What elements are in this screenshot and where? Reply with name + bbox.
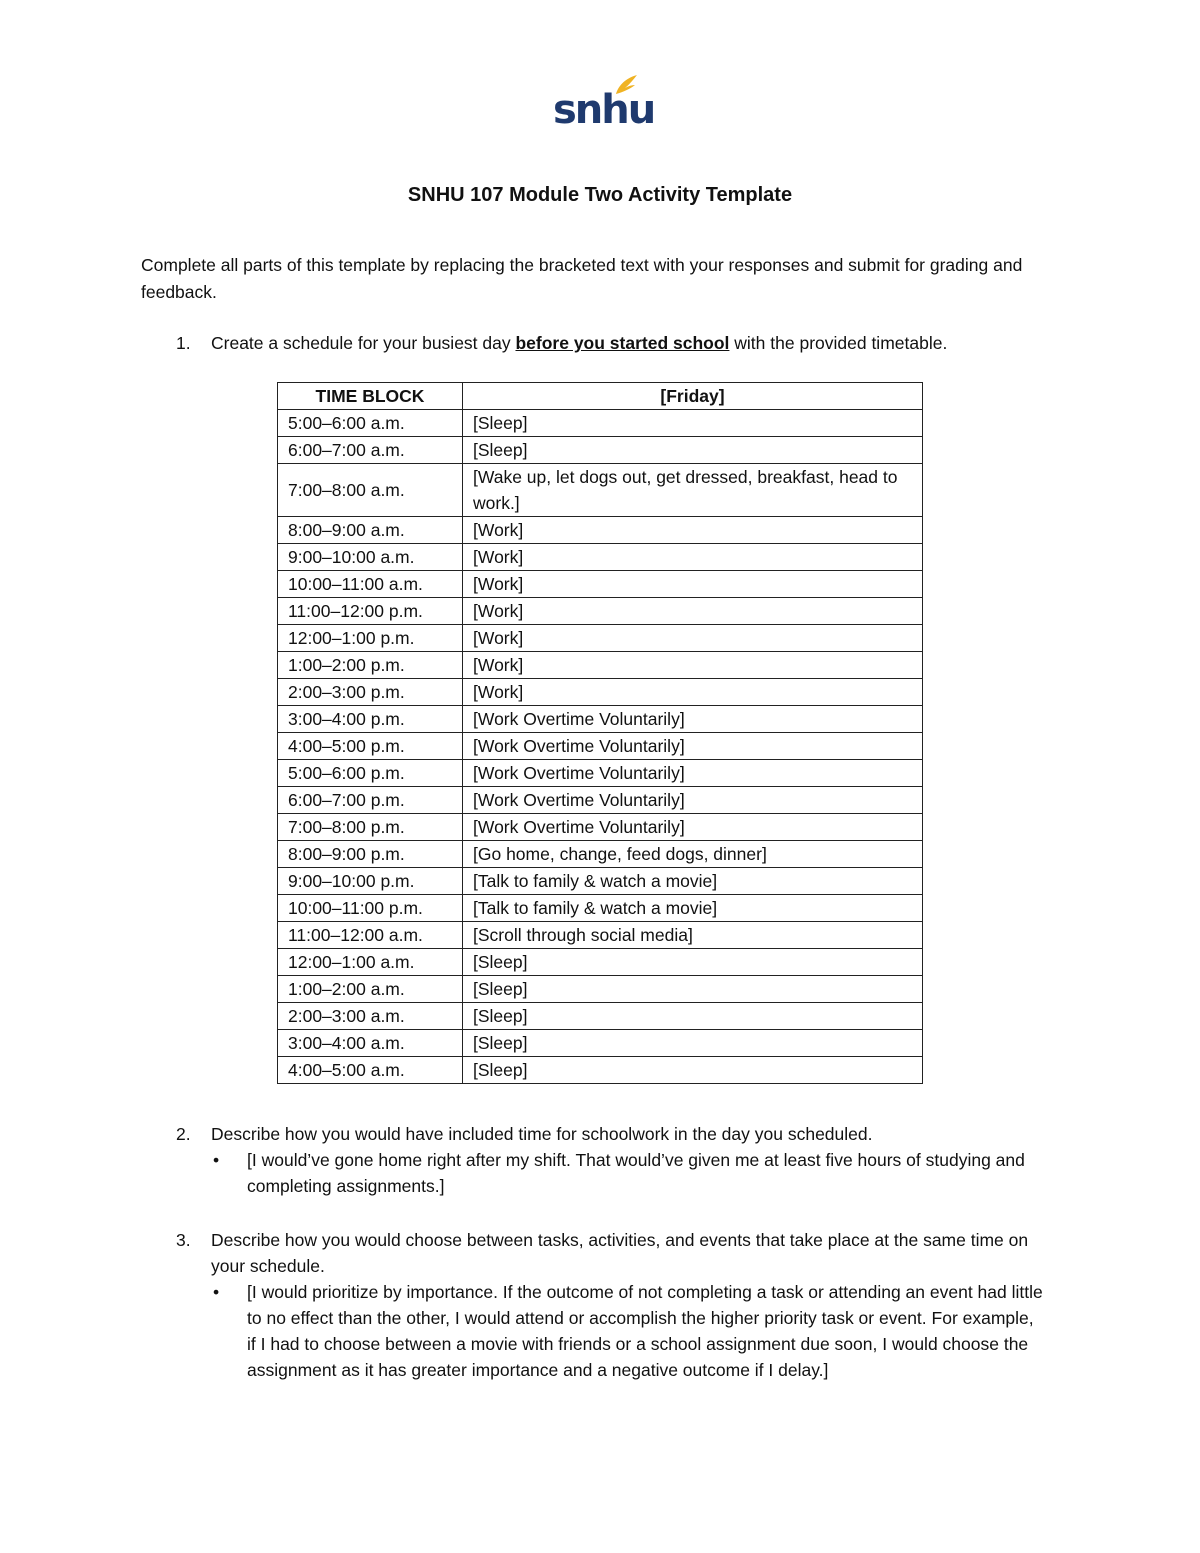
question-emphasis: before you started school [515, 333, 730, 353]
activity-cell: [Sleep] [463, 437, 923, 464]
time-block-cell: 7:00–8:00 p.m. [278, 814, 463, 841]
table-row [278, 598, 923, 625]
time-block-cell: 1:00–2:00 p.m. [278, 652, 463, 679]
time-block-cell: 5:00–6:00 p.m. [278, 760, 463, 787]
table-row [278, 625, 923, 652]
question-number: 1. [176, 333, 191, 353]
logo-text: snhu [553, 87, 655, 133]
time-block-cell: 3:00–4:00 a.m. [278, 1030, 463, 1057]
time-block-cell: 2:00–3:00 a.m. [278, 1003, 463, 1030]
schedule-body [278, 410, 923, 1084]
question-1 [141, 330, 1051, 356]
activity-cell: [Work Overtime Voluntarily] [463, 814, 923, 841]
activity-cell: [Work] [463, 679, 923, 706]
time-block-cell: 7:00–8:00 a.m. [278, 464, 463, 517]
question-text [211, 330, 1051, 356]
table-row [278, 733, 923, 760]
question-2 [141, 1121, 1051, 1199]
time-block-cell: 8:00–9:00 a.m. [278, 517, 463, 544]
bullet: • [213, 1150, 220, 1170]
activity-cell: [Work] [463, 598, 923, 625]
table-row [278, 544, 923, 571]
page-title: SNHU 107 Module Two Activity Template [407, 184, 793, 206]
activity-cell: [Talk to family & watch a movie] [463, 895, 923, 922]
answer-item [213, 1279, 1047, 1383]
time-block-cell: 1:00–2:00 a.m. [278, 976, 463, 1003]
schedule-table [277, 382, 923, 1084]
table-row [278, 410, 923, 437]
table-row [278, 571, 923, 598]
table-row [278, 814, 923, 841]
activity-cell: [Scroll through social media] [463, 922, 923, 949]
activity-cell: [Talk to family & watch a movie] [463, 868, 923, 895]
table-row [278, 1003, 923, 1030]
time-block-cell: 2:00–3:00 p.m. [278, 679, 463, 706]
answer-item [213, 1147, 1047, 1199]
time-block-cell: 6:00–7:00 a.m. [278, 437, 463, 464]
question-text-before: Create a schedule for your busiest day [211, 333, 516, 353]
table-row [278, 868, 923, 895]
activity-cell: [Work] [463, 544, 923, 571]
question-number: 3. [176, 1230, 191, 1250]
table-row [278, 787, 923, 814]
time-block-cell: 11:00–12:00 p.m. [278, 598, 463, 625]
table-row [278, 437, 923, 464]
time-block-cell: 4:00–5:00 a.m. [278, 1057, 463, 1084]
table-row [278, 679, 923, 706]
table-row [278, 652, 923, 679]
table-row [278, 841, 923, 868]
answer-text: [I would’ve gone home right after my shift. That would’ve given me at least five hours of studying and completing assignments.] [247, 1150, 1025, 1196]
table-header-time: TIME BLOCK [278, 383, 463, 410]
bullet: • [213, 1282, 220, 1302]
time-block-cell: 11:00–12:00 a.m. [278, 922, 463, 949]
time-block-cell: 6:00–7:00 p.m. [278, 787, 463, 814]
time-block-cell: 9:00–10:00 a.m. [278, 544, 463, 571]
activity-cell: [Wake up, let dogs out, get dressed, breakfast, head to work.] [463, 464, 923, 517]
table-header-row [278, 383, 923, 410]
activity-cell: [Work] [463, 625, 923, 652]
time-block-cell: 4:00–5:00 p.m. [278, 733, 463, 760]
table-row [278, 464, 923, 517]
question-3 [141, 1227, 1051, 1383]
table-row [278, 1030, 923, 1057]
activity-cell: [Work Overtime Voluntarily] [463, 787, 923, 814]
question-text: Describe how you would choose between tasks, activities, and events that take place at the same time on your schedule. [211, 1230, 1029, 1276]
question-text-after: with the provided timetable. [729, 333, 948, 353]
activity-cell: [Work] [463, 571, 923, 598]
table-row [278, 1057, 923, 1084]
time-block-cell: 12:00–1:00 a.m. [278, 949, 463, 976]
table-row [278, 706, 923, 733]
question-text: Describe how you would have included time for schoolwork in the day you scheduled. [211, 1124, 873, 1144]
activity-cell: [Sleep] [463, 1030, 923, 1057]
table-row [278, 517, 923, 544]
snhu-logo [553, 72, 655, 134]
activity-cell: [Sleep] [463, 976, 923, 1003]
activity-cell: [Go home, change, feed dogs, dinner] [463, 841, 923, 868]
question-number: 2. [176, 1124, 191, 1144]
table-row [278, 895, 923, 922]
time-block-cell: 3:00–4:00 p.m. [278, 706, 463, 733]
activity-cell: [Work Overtime Voluntarily] [463, 733, 923, 760]
time-block-cell: 8:00–9:00 p.m. [278, 841, 463, 868]
table-row [278, 949, 923, 976]
activity-cell: [Work] [463, 517, 923, 544]
intro-text: Complete all parts of this template by replacing the bracketed text with your responses and submit for grading and feedback. [141, 255, 1023, 302]
activity-cell: [Work Overtime Voluntarily] [463, 706, 923, 733]
table-row [278, 922, 923, 949]
time-block-cell: 5:00–6:00 a.m. [278, 410, 463, 437]
time-block-cell: 10:00–11:00 p.m. [278, 895, 463, 922]
time-block-cell: 12:00–1:00 p.m. [278, 625, 463, 652]
table-header-day: [Friday] [463, 383, 923, 410]
activity-cell: [Sleep] [463, 1057, 923, 1084]
time-block-cell: 10:00–11:00 a.m. [278, 571, 463, 598]
activity-cell: [Work Overtime Voluntarily] [463, 760, 923, 787]
activity-cell: [Sleep] [463, 410, 923, 437]
table-row [278, 976, 923, 1003]
time-block-cell: 9:00–10:00 p.m. [278, 868, 463, 895]
answer-text: [I would prioritize by importance. If the outcome of not completing a task or attending an event had little to no effect than the other, I would attend or accomplish the higher priority task or event. For example, if I had to choose between a movie with friends or a school assignment due soon, I would choose the assignment as it has greater importance and a negative outcome if I delay.] [247, 1282, 1043, 1380]
activity-cell: [Sleep] [463, 949, 923, 976]
table-row [278, 760, 923, 787]
activity-cell: [Work] [463, 652, 923, 679]
activity-cell: [Sleep] [463, 1003, 923, 1030]
